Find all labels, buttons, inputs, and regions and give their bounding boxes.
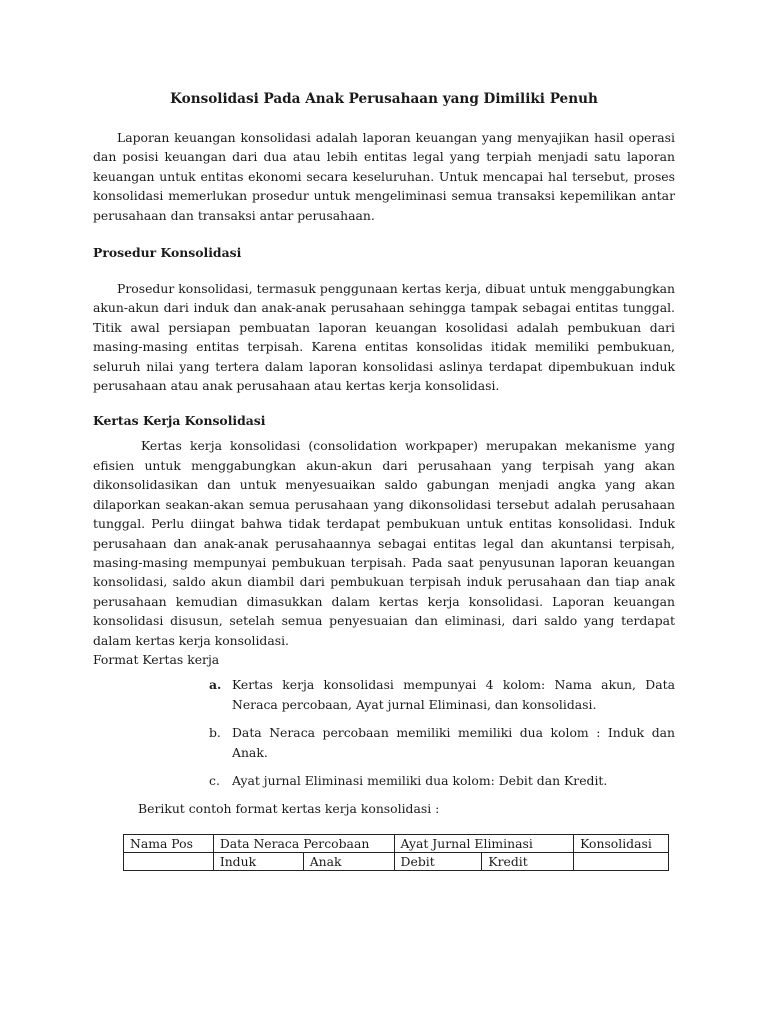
page-title: Konsolidasi Pada Anak Perusahaan yang Dimiliki Penuh bbox=[170, 91, 598, 107]
cell-konsolidasi-empty bbox=[574, 853, 669, 871]
list-marker: c. bbox=[209, 772, 220, 788]
list-item bbox=[93, 723, 675, 762]
header-nama-pos: Nama Pos bbox=[124, 835, 214, 853]
section-heading-prosedur: Prosedur Konsolidasi bbox=[93, 245, 242, 261]
format-list bbox=[93, 675, 675, 790]
list-marker: b. bbox=[209, 725, 221, 741]
list-item-text: Kertas kerja konsolidasi mempunyai 4 kolom: Nama akun, Data Neraca percobaan, Ayat jurnal Eliminasi, dan konsolidasi. bbox=[232, 677, 675, 712]
example-intro: Berikut contoh format kertas kerja konsolidasi : bbox=[138, 801, 440, 817]
intro-paragraph: Laporan keuangan konsolidasi adalah laporan keuangan yang menyajikan hasil operasi dan posisi keuangan dari dua atau lebih entitas legal yang terpiah menjadi satu laporan keuangan untuk entitas ekonomi secara keseluruhan. Untuk mencapai hal tersebut, proses konsolidasi memerlukan prosedur untuk mengeliminasi semua transaksi kepemilikan antar perusahaan dan transaksi antar perusahaan. bbox=[93, 130, 675, 223]
list-item-text: Ayat jurnal Eliminasi memiliki dua kolom: Debit dan Kredit. bbox=[232, 772, 608, 788]
table-header-row bbox=[124, 835, 669, 853]
document-page bbox=[93, 88, 675, 819]
section-heading-kertas-kerja: Kertas Kerja Konsolidasi bbox=[93, 413, 266, 429]
subheader-kredit: Kredit bbox=[482, 853, 574, 871]
list-item bbox=[93, 771, 675, 790]
worksheet-format-table bbox=[123, 834, 669, 871]
table-subheader-row bbox=[124, 853, 669, 871]
format-label: Format Kertas kerja bbox=[93, 651, 220, 667]
list-marker: a. bbox=[209, 677, 222, 693]
subheader-debit: Debit bbox=[394, 853, 482, 871]
header-data-neraca: Data Neraca Percobaan bbox=[213, 835, 394, 853]
subheader-anak: Anak bbox=[303, 853, 394, 871]
cell-nama-pos-empty bbox=[124, 853, 214, 871]
header-konsolidasi: Konsolidasi bbox=[574, 835, 669, 853]
list-item bbox=[93, 675, 675, 714]
header-ayat-jurnal: Ayat Jurnal Eliminasi bbox=[394, 835, 574, 853]
prosedur-paragraph: Prosedur konsolidasi, termasuk penggunaan kertas kerja, dibuat untuk menggabungkan akun-akun dari induk dan anak-anak perusahaan sehingga tampak sebagai entitas tunggal. Titik awal persiapan pembuatan laporan keuangan kosolidasi adalah pembukuan dari masing-masing entitas terpisah. Karena entitas konsolidas itidak memiliki pembukuan, seluruh nilai yang tertera dalam laporan konsolidasi aslinya terdapat dipembukuan induk perusahaan atau anak perusahaan atau kertas kerja konsolidasi. bbox=[93, 281, 675, 394]
list-item-text: Data Neraca percobaan memiliki memiliki dua kolom : Induk dan Anak. bbox=[232, 725, 675, 760]
kertas-kerja-paragraph: Kertas kerja konsolidasi (consolidation workpaper) merupakan mekanisme yang efisien untuk menggabungkan akun-akun dari perusahaan yang terpisah yang akan dikonsolidasikan dan untuk menyesuaikan saldo gabungan menjadi angka yang akan dilaporkan seakan-akan semua perusahaan yang dikonsolidasi tersebut adalah perusahaan tunggal. Perlu diingat bahwa tidak terdapat pembukuan untuk entitas konsolidasi. Induk perusahaan dan anak-anak perusahaannya sebagai entitas legal dan akuntansi terpisah, masing-masing mempunyai pembukuan terpisah. Pada saat penyusunan laporan keuangan konsolidasi, saldo akun diambil dari pembukuan terpisah induk perusahaan dan tiap anak perusahaan kemudian dimasukkan dalam kertas kerja konsolidasi. Laporan keuangan konsolidasi disusun, setelah semua penyesuaian dan eliminasi, dari saldo yang terdapat dalam kertas kerja konsolidasi. bbox=[93, 438, 675, 648]
subheader-induk: Induk bbox=[213, 853, 303, 871]
